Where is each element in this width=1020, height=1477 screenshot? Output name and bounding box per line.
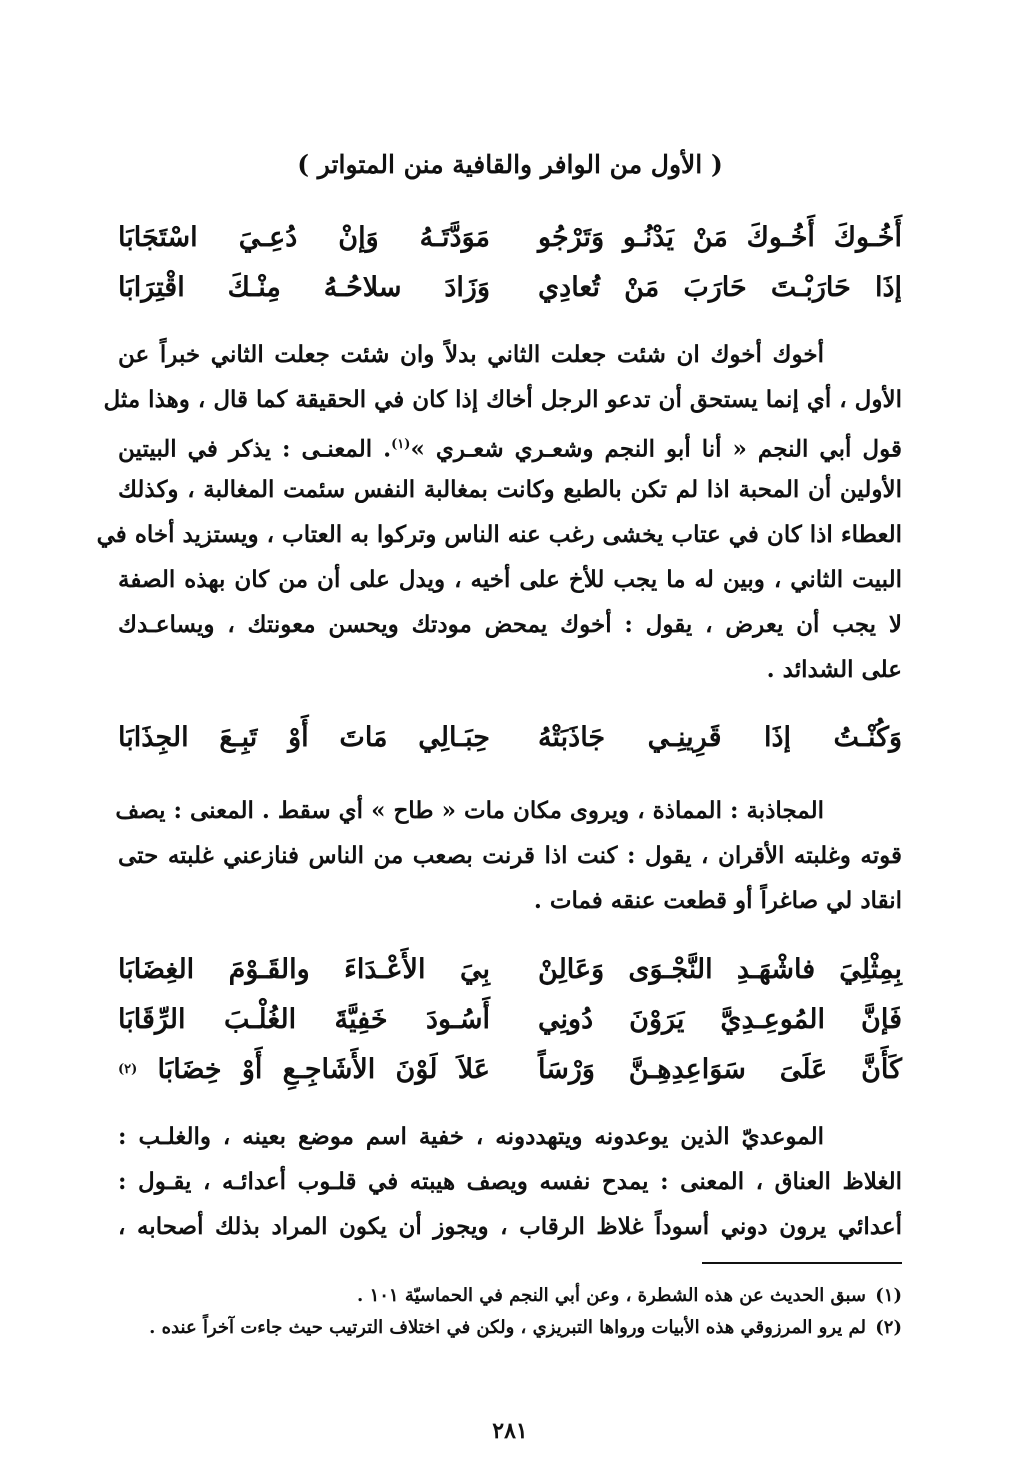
footnote-text: لم يرو المرزوقي هذه الأبيات ورواها التبريزي ، ولكن في اختلاف الترتيب حيث جاءت آخراً عنده . — [149, 1317, 866, 1338]
verse-word: يَدْنُـو — [622, 221, 674, 253]
verse-first-hemistich — [538, 722, 902, 753]
footnote-number: (٢) — [875, 1317, 902, 1338]
verse-block-3 — [118, 944, 902, 1094]
verse-first-hemistich — [538, 222, 902, 253]
verse-word: إذَا — [764, 721, 792, 753]
para-line: الأول ، أي إنما يستحق أن تدعو الرجل أخاك إذا كان في الحقيقة كما قال ، وهذا مثل — [103, 386, 902, 413]
verse-word: وَإنْ — [338, 221, 379, 253]
verse-word: مِنْـكَ — [227, 271, 281, 303]
footnote-ref[interactable]: (١) — [391, 437, 411, 452]
verse-first-hemistich — [538, 1004, 902, 1035]
verse-word: تُعادِي — [538, 271, 600, 303]
footnote-text: سبق الحديث عن هذه الشطرة ، وعن أبي النجم في الحماسيّة ١٠١ . — [357, 1285, 866, 1306]
footnote-divider — [702, 1262, 902, 1264]
verse-word: مَنْ — [624, 271, 660, 303]
verse-line — [118, 712, 902, 762]
verse-word: كَأَنَّ — [861, 1053, 902, 1085]
page-number: ٢٨١ — [492, 1418, 528, 1444]
verse-line — [118, 944, 902, 994]
para-line: البيت الثاني ، وبين له ما يجب للأخ على أخيه ، ويدل على أن من كان بهذه الصفة — [118, 566, 902, 593]
verse-word: أَخُـوكَ — [746, 221, 815, 253]
verse-word: وَرْسَاً — [538, 1053, 595, 1085]
para-line: أعدائي يرون دوني أسوداً غلاظ الرقاب ، ويجوز أن يكون المراد بذلك أصحابه ، — [118, 1213, 902, 1240]
verse-word: وَكُنْـتُ — [833, 721, 902, 753]
verse-line — [118, 994, 902, 1044]
para-line: انقاد لي صاغراً أو قطعت عنقه فمات . — [533, 887, 902, 914]
verse-block-1 — [118, 212, 902, 312]
para-line: الموعديّ الذين يوعدونه ويتهددونه ، خفية اسم موضع بعينه ، والغلـب : — [118, 1123, 824, 1150]
verse-word: يَرَوْنَ — [629, 1003, 685, 1035]
verse-word: الأَشَاجِـعِ — [282, 1053, 376, 1085]
verse-word: اسْتَجَابَا — [118, 221, 198, 253]
verse-word: بِيَ — [459, 953, 490, 985]
verse-word: تَبِـعَ — [219, 721, 258, 753]
para-line — [118, 422, 902, 467]
verse-word: سلاحُـهُ — [323, 271, 402, 303]
verse-word: حَارَبْـتَ — [770, 271, 851, 303]
verse-word: وَتَرْجُو — [538, 221, 605, 253]
verse-word: النَّجْـوَى — [628, 953, 713, 985]
verse-word: خِضَابَا — [157, 1053, 222, 1085]
verse-word: الجِذَابَا — [118, 721, 189, 753]
verse-word: قَرِينِـي — [647, 721, 722, 753]
verse-word: أَوْ — [288, 721, 309, 753]
footnote-number: (١) — [875, 1285, 902, 1306]
verse-word: الغُلْـبَ — [223, 1003, 297, 1035]
verse-word: دُعِـيَ — [238, 221, 298, 253]
para-line: المجاذبة : المماذة ، ويروى مكان مات « طاح » أي سقط . المعنى : يصف — [115, 797, 824, 824]
para-line: العطاء اذا كان في عتاب يخشى رغب عنه الناس وتركوا به العتاب ، ويستزيد أخاه في — [96, 521, 902, 548]
verse-word: فَإنَّ — [861, 1003, 902, 1035]
verse-line — [118, 262, 902, 312]
section-header: ( الأول من الوافر والقافية منن المتواتر ) — [297, 150, 723, 179]
footnote-1 — [118, 1280, 902, 1312]
verse-word: إذَا — [874, 271, 902, 303]
verse-word: جَاذَبَتْهُ — [538, 721, 606, 753]
footnote-ref[interactable]: (٢) — [118, 1061, 138, 1077]
verse-word: فاشْهَـدِ — [736, 953, 816, 985]
verse-word: عَلَىَ — [779, 1053, 828, 1085]
footnote-2 — [118, 1312, 902, 1344]
para-line: قوته وغلبته الأقران ، يقول : كنت اذا قرنت بصعب من الناس فنازعني غلبته حتى — [118, 842, 902, 869]
verse-word: عَلاَ — [457, 1053, 490, 1085]
commentary-paragraph-1 — [96, 332, 902, 692]
verse-first-hemistich — [538, 272, 902, 303]
commentary-paragraph-3 — [118, 1114, 902, 1249]
verse-second-hemistich — [118, 222, 490, 253]
para-line-text: . المعنـى : يذكر في البيتين — [118, 435, 392, 463]
footnotes — [118, 1280, 902, 1344]
para-line: الأولين أن المحبة اذا لم تكن بالطبع وكانت بمغالبة النفس سئمت المغالبة ، وكذلك — [118, 476, 902, 503]
verse-word: بِمِثْلِيَ — [839, 953, 902, 985]
verse-first-hemistich — [538, 954, 902, 985]
verse-word: دُونِي — [538, 1003, 594, 1035]
para-line-text: قول أبي النجم « أنا أبو النجم وشعـري شعـري » — [410, 435, 902, 463]
verse-word: مَنْ — [692, 221, 728, 253]
para-line: أخوك أخوك ان شئت جعلت الثاني بدلاً وان شئت جعلت الثاني خبراً عن — [118, 341, 824, 368]
verse-first-hemistich — [538, 1054, 902, 1085]
verse-word: المُوعِـدِيَّ — [720, 1003, 826, 1035]
verse-word: سَوَاعِدِهِـنَّ — [628, 1053, 746, 1085]
verse-line — [118, 1044, 902, 1094]
verse-second-hemistich — [118, 954, 490, 985]
verse-word: وَزَادَ — [444, 271, 490, 303]
verse-word: لَوْنَ — [395, 1053, 438, 1085]
verse-second-hemistich — [118, 1004, 490, 1035]
para-line: الغلاظ العناق ، المعنى : يمدح نفسه ويصف هيبته في قلـوب أعدائـه ، يقـول : — [118, 1168, 902, 1195]
verse-word: أَوْ — [241, 1053, 263, 1085]
verse-block-2 — [118, 712, 902, 762]
verse-second-hemistich — [118, 722, 490, 753]
verse-word: مَاتَ — [339, 721, 388, 753]
verse-line — [118, 212, 902, 262]
verse-word: حِبَـالِي — [418, 721, 490, 753]
para-line: على الشدائد . — [766, 656, 902, 683]
verse-word: مَوَدَّتَـهُ — [419, 221, 490, 253]
verse-word: والقَـوْمَ — [228, 953, 310, 985]
verse-second-hemistich — [118, 272, 490, 303]
verse-word: الأَعْـدَاءَ — [344, 953, 426, 985]
verse-word: أَخُـوكَ — [833, 221, 902, 253]
verse-word: خَفِيَّةَ — [334, 1003, 388, 1035]
verse-word: الغِضَابَا — [118, 953, 195, 985]
verse-second-hemistich — [118, 1054, 490, 1085]
verse-word: أَسُـودَ — [425, 1003, 490, 1035]
verse-word: اقْتِرَابَا — [118, 271, 185, 303]
verse-word: وَعَالِنْ — [538, 953, 605, 985]
verse-word: الرِّقَابَا — [118, 1003, 186, 1035]
verse-word: حَارَبَ — [683, 271, 747, 303]
para-line: لا يجب أن يعرض ، يقول : أخوك يمحض مودتك ويحسن معونتك ، ويساعـدك — [118, 611, 902, 638]
commentary-paragraph-2 — [115, 788, 902, 923]
